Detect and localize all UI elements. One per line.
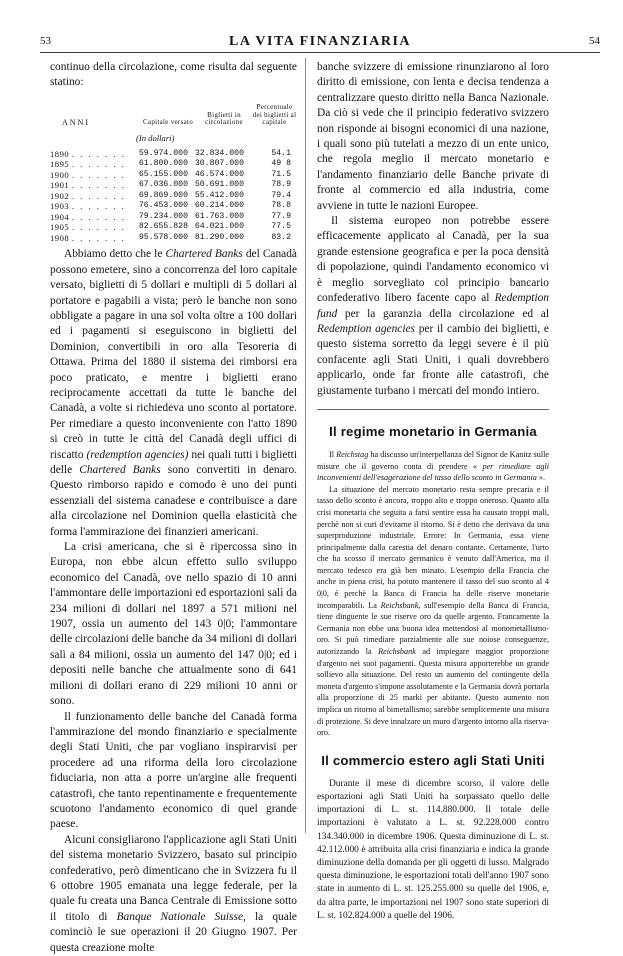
year-cell: 1908 . . . . . . . — [50, 232, 126, 243]
year-cell: 1895 . . . . . . . — [50, 159, 126, 170]
paragraph-canada-banks: Il funzionamento delle banche del Canadà forma l'ammirazione del mondo finanziario e specialmente degli Stati Uniti, che par vogliano inspirarvisi per procedere ad una riforma della loro circolazione fiduciaria, non atta a porre un'argine alle frequenti catastrofi, che tanto repentinamente e frequentemente scuotono l'andamento economico di quel grande paese. — [50, 710, 297, 831]
header-rule — [40, 52, 600, 53]
notes-cell: 46.574.000 — [194, 169, 244, 179]
table-row — [50, 233, 297, 244]
table-row — [50, 180, 297, 191]
capital-cell: 95.578.000 — [138, 232, 188, 242]
percentage-cell: 79.4 — [271, 190, 291, 200]
page-header — [40, 34, 600, 50]
percentage-cell: 83.2 — [271, 232, 291, 242]
section-germania — [317, 424, 549, 739]
page-number-left: 53 — [40, 35, 51, 47]
paragraph-swiss-banks: banche svizzere di emissione rinunziarono al loro diritto di emissione, con lenta e decisa tendenza a centralizzare questo diritto nella Banca Nazionale. Da ciò si vede che il principio federativo svizzero non risponde ai bisogni economici di una nazione, i quali sono più tutelati a mezzo di un ente unico, che regola meglio il mercato monetario e l'andamento finanziario delle Banche private di fronte al commercio ed alla industria, come avviene in tutte le nazioni Europee. — [317, 61, 549, 212]
year-cell: 1902 . . . . . . . — [50, 190, 126, 201]
header-years: ANNI — [62, 118, 90, 128]
paragraph-us-trade: Durante il mese di dicembre scorso, il valore delle esportazioni agli Stati Uniti ha sorpassato quello delle importazioni di L. st. 114.880.000. Il totale delle importazioni è valutato a L. st. 92.228.000 contro 134.340.000 in dicembre 1906. Questa diminuzione di L. st. 42.112.000 è attribuita alla crisi finanziaria e indica la grande diminuzione della domanda per gli oggetti di lusso. Malgrado questa diminuzione, le esportazioni totali dell'anno 1907 sono state in aumento di L. st. 125.255.000 su quelle del 1906, e, da altra parte, le importazioni nel 1907 sono state superiori di L. st. 102.824.000 a quelle del 1906. — [317, 778, 549, 921]
table-units: (In dollari) — [136, 132, 175, 143]
intro-paragraph: continuo della circolazione, come risulta dal seguente statino: — [50, 61, 297, 89]
paragraph-american-crisis: La crisi americana, che si è ripercossa sino in Europa, non ebbe alcun effetto sullo sviluppo economico del Canadà, ove nello spazio di 10 anni l'ammontare delle importazioni ed esportazioni salì da 234 milioni di dollari nel 1897 a 571 milioni nel 1907, ossia un aumento del 143 0|0; l'ammontare delle circolazioni delle banche da 34 milioni di dollari salì a 84 milioni, ossia un aumento del 147 0|0; ed i depositi nelle banche che attualmente sono di 641 milioni di dollari erano di 229 milioni 10 anni or sono. — [50, 541, 297, 708]
year-cell: 1905 . . . . . . . — [50, 222, 126, 233]
capital-cell: 69.869.000 — [138, 190, 188, 200]
paragraph-swiss-system: Alcuni consigliarono l'applicazione agli Stati Uniti del sistema monetario Svizzero, basato sul principio confederativo, però dimenticano che in Svizzera fu il 6 ottobre 1905 emanata una legge federale, per la quale fu creata una Banca Centrale di Emissione sotto il titolo di Banque Nationale Suisse, la quale cominciò le sue operazioni il 20 Giugno 1907. Per questa creazione molte — [50, 833, 297, 954]
section-title-stati-uniti: Il commercio estero agli Stati Uniti — [321, 752, 545, 768]
paragraph-european-system: Il sistema europeo non potrebbe essere efficacemente applicato al Canadà, per la sua grande estensione geografica e per la poca densità di popolazione, quindi l'andamento economico vi è meglio sorvegliato col principio bancario confederativo libero facente capo al Redemption fund per la garanzia della circolazione ed al Redemption agencies per il cambio dei biglietti, e questo sistema sorretto da leggi severe è il più confacente agli Stati Uniti, i quali dovrebbero applicarlo, onde far fronte alle catastrofi, che giustamente turbano i mercati del mondo intiero. — [317, 215, 549, 397]
percentage-cell: 49 8 — [271, 159, 291, 169]
paragraph-reichstag: Il Reichstag ha discusso un'interpellanza del Signor de Kanitz sulle misure che il governo conta di prendere « per rimediare agli inconvenienti dell'esagerazione del tasso dello sconto in Germania ». — [317, 449, 550, 483]
table-header — [50, 97, 297, 127]
header-capital: Capitale versato — [142, 118, 194, 127]
table-row — [50, 170, 297, 181]
journal-title: LA VITA FINANZIARIA — [228, 34, 411, 49]
notes-cell: 30.807.000 — [194, 159, 244, 169]
year-cell: 1900 . . . . . . . — [50, 169, 126, 180]
capital-cell: 67.036.000 — [138, 180, 188, 190]
circulation-table — [50, 97, 297, 244]
year-cell: 1903 . . . . . . . — [50, 201, 126, 212]
right-column — [317, 60, 549, 923]
paragraph-monetary-situation: La situazione del mercato monetario resta sempre precaria e il tasso dello sconto è ancora, troppo alto e troppo oneroso. Quanto alla crisi monetaria che seguita a farsi sentire essa ha causato troppi mali, perchè non si curi d'evitarne il ritorno. Si è detto che derivava da una superproduzione industriale. Errore: In Germania, essa viene principalmente dalla carestia del denaro contante. Certamente, l'urto che ha scosso il mercato germanico è venuto dall'America, ma il mercato tedesco era già ben minato. L'esempio della Francia che anche in piena crisi, ha potuto mantenere il tasso del suo sconto al 4 0|0, è perchè la Banca di Francia ha delle riserve monetarie incomparabili. La Reichsbank, sull'esempio della Banca di Francia, tiene dinguente le sue riserve oro da quelle argento. Francamente la Germania non ebbe una buona idea mettendosi al monometallismo-oro. Si può rimediare parzialmente alle sue noiose conseguenze, autorizzando la Reichsbank ad impiegare maggior proporzione d'argento nei suoi pagamenti. Questa misura apporterebbe un grande sollievo alla situazione. Del resto un aumento del contingente della moneta d'argento s'impone assolutamente e la Germania dovrà portarla alla proporzione di 25 marki per abitante. Questo aumento non implica un ritorno al bimetallismo; sarebbe semplicemente una misura di protezione. Si deve innalzare un muro d'argento intorno alla riserva-oro. — [317, 484, 549, 738]
table-row — [50, 149, 297, 160]
column-divider — [305, 58, 306, 833]
table-row — [50, 201, 297, 212]
section-divider — [317, 409, 549, 410]
percentage-cell: 77.5 — [271, 222, 291, 232]
year-cell: 1890 . . . . . . . — [50, 148, 126, 159]
notes-cell: 81.290.000 — [194, 232, 244, 242]
page-number-right: 54 — [589, 35, 600, 47]
percentage-cell: 54.1 — [271, 148, 291, 158]
capital-cell: 65.155.000 — [138, 169, 188, 179]
header-percentage: Percentuale dei biglietti al capitale — [252, 103, 297, 127]
left-column — [50, 60, 297, 956]
header-notes: Biglietti in circolazione — [205, 110, 243, 127]
notes-cell: 55.412.000 — [194, 190, 244, 200]
table-row — [50, 222, 297, 233]
year-cell: 1901 . . . . . . . — [50, 180, 126, 191]
capital-cell: 61.800.000 — [138, 159, 188, 169]
notes-cell: 60.214.000 — [194, 201, 244, 211]
notes-cell: 32.834.000 — [194, 148, 244, 158]
percentage-cell: 78.9 — [271, 180, 291, 190]
section-title-germania: Il regime monetario in Germania — [329, 423, 537, 439]
table-row — [50, 191, 297, 202]
capital-cell: 79.234.000 — [138, 211, 188, 221]
paragraph-chartered-banks: Abbiamo detto che le Chartered Banks del Canadà possono emetere, sino a concorrenza del loro capitale versato, biglietti di 5 dollari e multipli di 5 dollari al portatore e pagabili a vista; però le banche non sono obbligate a pagare in una sol volta oltre a 100 dollari ed i pagamenti si eseguiscono in biglietti del Dominion, convertibili in oro alla Tesoreria di Ottawa. Prima del 1880 il sistema dei rimborsi era poco praticato, e mentre i biglietti erano reciprocamente accettati da tutte le banche del Canadà, a volte si richiedeva uno sconto al portatore. Per rimediare a questo inconveniente con l'atto 1890 si creò in tutte le città del Canadà degli uffici di riscatto (redemption agencies) nei quali tutti i biglietti delle Chartered Banks sono convertiti in denaro. Questo rimborso rapido e comodo è uno dei punti essenziali del sistema canadese e contribuisce a dare alla circolazione nel Dominion quella elasticità che forma l'ammirazione dei finanzieri americani. — [50, 248, 298, 538]
notes-cell: 64.021.000 — [194, 222, 244, 232]
capital-cell: 76.453.000 — [138, 201, 188, 211]
notes-cell: 50.691.000 — [194, 180, 244, 190]
percentage-cell: 77.9 — [271, 211, 291, 221]
capital-cell: 59.974.000 — [138, 148, 188, 158]
percentage-cell: 78.8 — [271, 201, 291, 211]
section-stati-uniti — [317, 753, 549, 923]
year-cell: 1904 . . . . . . . — [50, 211, 126, 222]
notes-cell: 61.763.000 — [194, 211, 244, 221]
capital-cell: 82.655.828 — [138, 222, 188, 232]
table-row — [50, 159, 297, 170]
percentage-cell: 71.5 — [271, 169, 291, 179]
table-row — [50, 212, 297, 223]
table-body — [50, 149, 297, 244]
